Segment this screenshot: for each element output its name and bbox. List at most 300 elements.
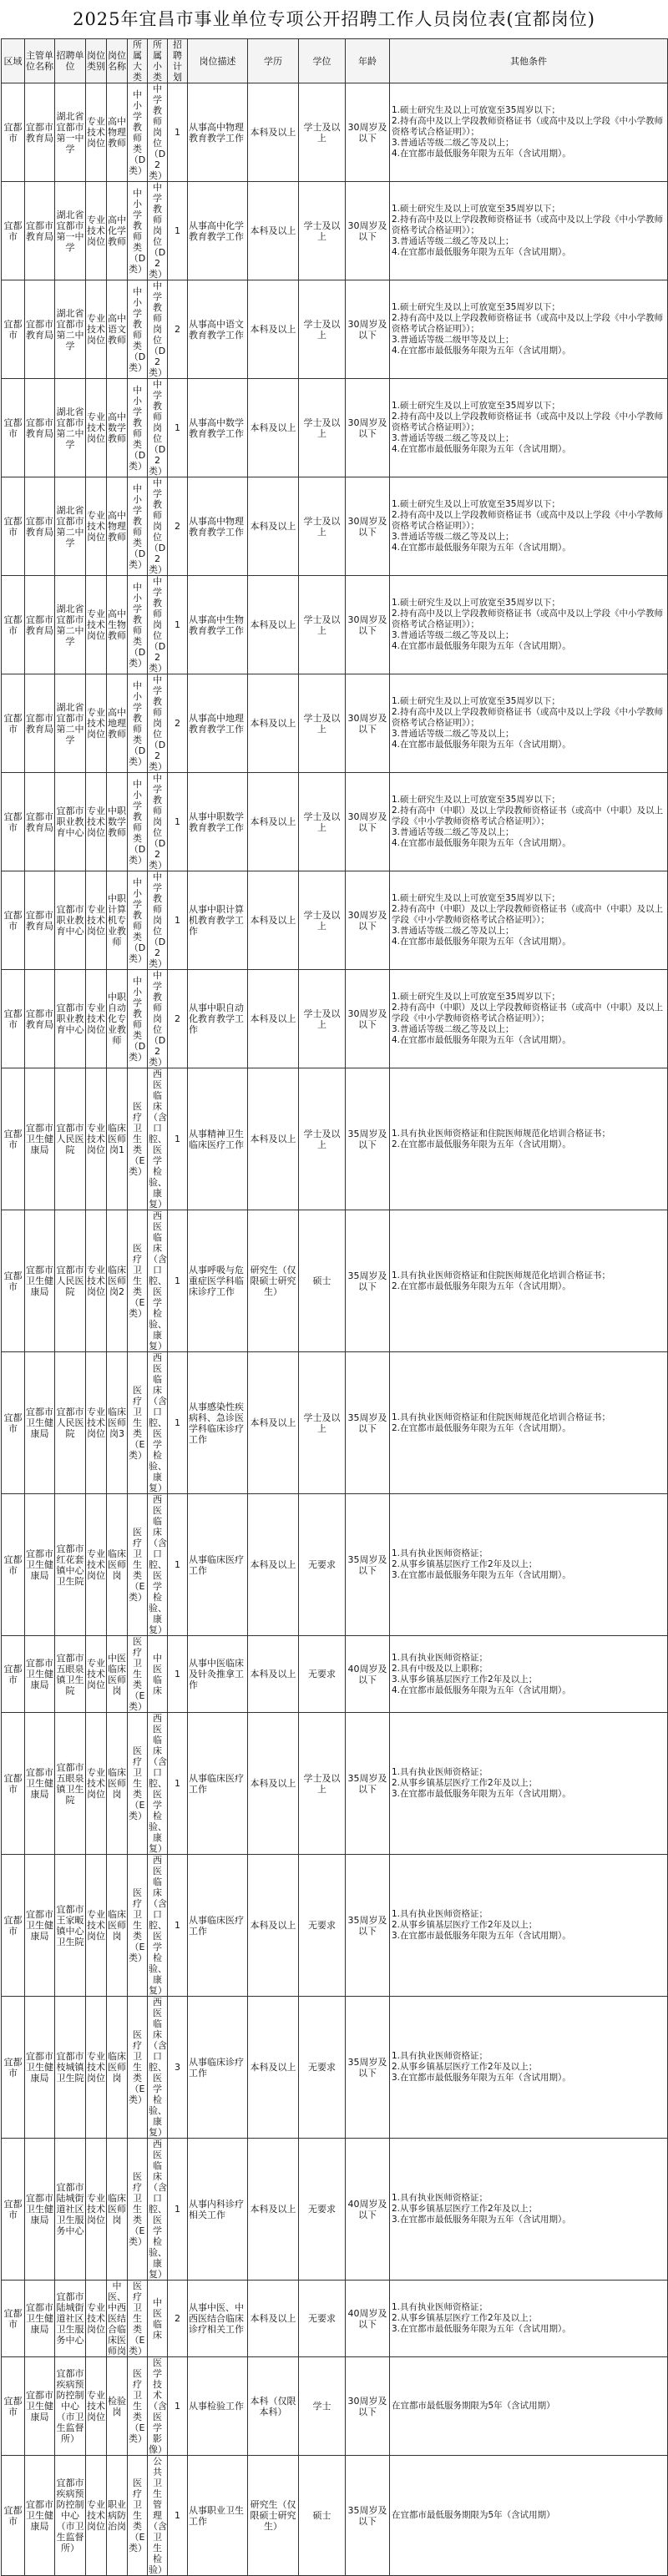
- region-cell: 宜都市: [2, 576, 25, 674]
- minor-class-cell: 中学教师岗位（D2类）: [149, 970, 167, 1068]
- requirements-cell: 1.硕士研究生及以上可放宽至35周岁以下； 2.持有高中及以上学段教师资格证书（或高中及以上学段《中小学教师资格考试合格证明》）； 3.普通话等级二级乙等及以上； 4.在宜都市最低服务年限为五年（含试用期）。: [390, 182, 668, 280]
- column-header: 岗位类别: [86, 39, 107, 83]
- requirements-cell: 1.具有执业医师资格证和住院医师规范化培训合格证书； 2.在宜都市最低服务年限为五年（含试用期）。: [390, 1068, 668, 1210]
- major-class-cell: 医疗卫生类（E类）: [128, 1713, 148, 1855]
- education-cell: 本科及以上: [248, 871, 299, 970]
- age-cell: 40周岁及以下: [346, 2139, 390, 2281]
- age-cell: 35周岁及以下: [346, 1494, 390, 1636]
- plan-cell: 1: [168, 1855, 188, 1997]
- unit-cell: 宜都市职业教育中心: [55, 773, 86, 871]
- plan-cell: 1: [168, 1494, 188, 1636]
- position-name-cell: 中医、中西医结合临床医师岗: [108, 2281, 126, 2356]
- minor-class-cell: 西医临床（含口腔、医学检验、康复）: [149, 1210, 167, 1351]
- age-cell: 35周岁及以下: [346, 1855, 390, 1997]
- description-cell: 从事临床医疗工作: [188, 1855, 248, 1997]
- requirements-cell: 1.硕士研究生及以上可放宽至35周岁以下； 2.持有高中（中职）及以上学段教师资格证书（或高中（中职）及以上学段《中小学教师资格考试合格证明》）； 3.普通话等级二级乙等及以上； 4.在宜都市最低服务年限为五年（含试用期）。: [390, 970, 668, 1068]
- age-cell: 40周岁及以下: [346, 2281, 390, 2357]
- table-row: [2, 1636, 668, 1713]
- description-cell: 从事高中生物教育教学工作: [188, 576, 248, 674]
- plan-cell: 1: [168, 379, 188, 477]
- major-class-cell: 中小学教师类（D类）: [128, 182, 148, 280]
- category-cell: 专业技术岗位: [86, 674, 107, 773]
- category-cell: 专业技术岗位: [86, 2456, 107, 2576]
- dept-cell: 宜都市卫生健康局: [25, 1855, 55, 1997]
- description-cell: 从事临床诊疗工作: [188, 1997, 248, 2139]
- major-class-cell: 医疗卫生类（E类）: [128, 1494, 148, 1636]
- dept-cell: 宜都市教育局: [25, 871, 55, 970]
- table-row: [2, 1210, 668, 1352]
- minor-class-cell: 西医临床（含口腔、医学检验、康复）: [149, 1855, 167, 1996]
- dept-cell: 宜都市教育局: [25, 182, 55, 280]
- education-cell: 本科及以上: [248, 1068, 299, 1210]
- education-cell: 本科及以上: [248, 182, 299, 280]
- degree-cell: 学士及以上: [299, 1713, 346, 1855]
- category-cell: 专业技术岗位: [86, 379, 107, 477]
- plan-cell: 1: [168, 2139, 188, 2281]
- plan-cell: 1: [168, 773, 188, 871]
- position-name-cell: 临床医师岗: [107, 2139, 128, 2281]
- region-cell: 宜都市: [2, 1352, 25, 1494]
- minor-class-cell: 中学教师岗位（D2类）: [149, 477, 167, 575]
- unit-cell: 宜都市人民医院: [55, 1068, 86, 1210]
- table-body: [2, 83, 668, 2576]
- education-cell: 本科及以上: [248, 1636, 299, 1713]
- region-cell: 宜都市: [2, 477, 25, 576]
- category-cell: 专业技术岗位: [86, 1352, 107, 1494]
- minor-class-cell: 公共卫生管理（含卫生检验）: [149, 2456, 167, 2575]
- dept-cell: 宜都市卫生健康局: [25, 1210, 55, 1352]
- major-class-cell: 医疗卫生类（E类）: [129, 1636, 147, 1712]
- table-row: [2, 674, 668, 773]
- education-cell: 本科及以上: [248, 280, 299, 379]
- region-cell: 宜都市: [2, 1068, 25, 1210]
- major-class-cell: 医疗卫生类（E类）: [128, 2139, 148, 2281]
- table-row: [2, 576, 668, 674]
- minor-class-cell: 中学教师岗位（D2类）: [149, 280, 167, 378]
- dept-cell: 宜都市卫生健康局: [25, 1713, 55, 1855]
- requirements-cell: 1.具有执业医师资格证和住院医师规范化培训合格证书； 2.在宜都市最低服务年限为五年（含试用期）。: [390, 1210, 668, 1352]
- dept-cell: 宜都市教育局: [25, 83, 55, 182]
- unit-cell: 湖北省宜都市第一中学: [55, 182, 86, 280]
- education-cell: 本科及以上: [248, 674, 299, 773]
- unit-cell: 宜都市职业教育中心: [55, 970, 86, 1068]
- education-cell: 研究生（仅限硕士研究生）: [248, 2456, 299, 2576]
- region-cell: 宜都市: [2, 379, 25, 477]
- degree-cell: 硕士: [299, 1210, 346, 1352]
- degree-cell: 学士及以上: [299, 379, 346, 477]
- age-cell: 30周岁及以下: [346, 970, 390, 1068]
- age-cell: 30周岁及以下: [346, 379, 390, 477]
- position-name-cell: 高中物理教师: [107, 477, 128, 576]
- minor-class-cell: 西医临床（含口腔、医学检验、康复）: [149, 1713, 167, 1854]
- region-cell: 宜都市: [2, 2456, 25, 2576]
- unit-cell: 宜都市疾病预防控制中心（市卫生监督所）: [55, 2456, 86, 2576]
- unit-cell: 宜都市五眼泉镇卫生院: [55, 1713, 86, 1855]
- degree-cell: 学士及以上: [299, 1068, 346, 1210]
- region-cell: 宜都市: [2, 1210, 25, 1352]
- column-header: 年龄: [346, 39, 390, 83]
- table-row: [2, 83, 668, 182]
- degree-cell: 学士及以上: [299, 970, 346, 1068]
- age-cell: 30周岁及以下: [346, 871, 390, 970]
- education-cell: 本科及以上: [248, 379, 299, 477]
- description-cell: 从事感染性疾病科、急诊医学科临床诊疗工作: [188, 1352, 248, 1494]
- category-cell: 专业技术岗位: [86, 280, 107, 379]
- requirements-cell: 1.硕士研究生及以上可放宽至35周岁以下； 2.持有高中及以上学段教师资格证书（或高中及以上学段《中小学教师资格考试合格证明》）； 3.普通话等级二级甲等及以上； 4.在宜都市最低服务年限为五年（含试用期）。: [390, 280, 668, 379]
- major-class-cell: 中小学教师类（D类）: [128, 379, 148, 477]
- minor-class-cell: 西医临床（含口腔、医学检验、康复）: [149, 1997, 167, 2138]
- plan-cell: 2: [168, 970, 188, 1068]
- plan-cell: 2: [168, 477, 188, 576]
- age-cell: 35周岁及以下: [346, 1210, 390, 1352]
- unit-cell: 宜都市王家畈镇中心卫生院: [55, 1855, 86, 1997]
- age-cell: 30周岁及以下: [346, 576, 390, 674]
- unit-cell: 湖北省宜都市第二中学: [55, 477, 86, 576]
- dept-cell: 宜都市卫生健康局: [25, 2456, 55, 2576]
- table-row: [2, 1068, 668, 1210]
- major-class-cell: 医疗卫生类（E类）: [128, 1210, 148, 1352]
- major-class-cell: 医疗卫生类（E类）: [129, 2281, 147, 2356]
- table-row: [2, 970, 668, 1068]
- plan-cell: 1: [168, 576, 188, 674]
- unit-cell: 宜都市五眼泉镇卫生院: [55, 1636, 86, 1713]
- table-header-row: [2, 39, 668, 83]
- unit-cell: 宜都市疾病预防控制中心（市卫生监督所）: [55, 2357, 86, 2456]
- column-header: 学位: [299, 39, 346, 83]
- category-cell: 专业技术岗位: [86, 2281, 107, 2357]
- description-cell: 从事中医临床及针灸推拿工作: [188, 1636, 248, 1713]
- dept-cell: 宜都市教育局: [25, 477, 55, 576]
- dept-cell: 宜都市教育局: [25, 379, 55, 477]
- major-class-cell: 中小学教师类（D类）: [128, 970, 148, 1068]
- degree-cell: 无要求: [299, 2281, 346, 2357]
- table-row: [2, 280, 668, 379]
- minor-class-cell: 中学教师岗位（D2类）: [149, 871, 167, 969]
- unit-cell: 宜都市枝城镇卫生院: [55, 1997, 86, 2139]
- dept-cell: 宜都市卫生健康局: [25, 1352, 55, 1494]
- degree-cell: 学士及以上: [299, 83, 346, 182]
- degree-cell: 学士及以上: [299, 674, 346, 773]
- region-cell: 宜都市: [2, 1997, 25, 2139]
- requirements-cell: 1.具有执业医师资格证； 2.从事乡镇基层医疗工作2年及以上； 3.在宜都市最低服务年限为五年（含试用期）。: [390, 2139, 668, 2281]
- degree-cell: 学士: [299, 2357, 346, 2456]
- unit-cell: 湖北省宜都市第二中学: [55, 576, 86, 674]
- column-header: 招聘计划: [168, 39, 188, 83]
- plan-cell: 1: [168, 1713, 188, 1855]
- dept-cell: 宜都市教育局: [25, 773, 55, 871]
- description-cell: 从事临床医疗工作: [188, 1713, 248, 1855]
- category-cell: 专业技术岗位: [86, 1855, 107, 1997]
- age-cell: 30周岁及以下: [346, 2357, 390, 2456]
- unit-cell: 湖北省宜都市第二中学: [55, 379, 86, 477]
- region-cell: 宜都市: [2, 2139, 25, 2281]
- plan-cell: 3: [168, 1997, 188, 2139]
- degree-cell: 无要求: [299, 1636, 346, 1713]
- position-name-cell: 临床医师岗3: [107, 1352, 128, 1494]
- age-cell: 35周岁及以下: [346, 1068, 390, 1210]
- requirements-cell: 1.硕士研究生及以上可放宽至35周岁以下； 2.持有高中（中职）及以上学段教师资格证书（或高中（中职）及以上学段《中小学教师资格考试合格证明》）； 3.普通话等级二级乙等及以上； 4.在宜都市最低服务年限为五年（含试用期）。: [390, 773, 668, 871]
- education-cell: 本科及以上: [248, 1997, 299, 2139]
- degree-cell: 学士及以上: [299, 182, 346, 280]
- minor-class-cell: 西医临床（含口腔、医学检验、康复）: [149, 1352, 167, 1493]
- major-class-cell: 医疗卫生类（E类）: [128, 2357, 148, 2456]
- table-row: [2, 2456, 668, 2576]
- category-cell: 专业技术岗位: [86, 477, 107, 576]
- minor-class-cell: 中医临床: [148, 2281, 168, 2357]
- plan-cell: 1: [168, 1210, 188, 1352]
- dept-cell: 宜都市卫生健康局: [25, 2139, 55, 2281]
- education-cell: 本科及以上: [248, 576, 299, 674]
- age-cell: 30周岁及以下: [346, 773, 390, 871]
- table-row: [2, 1352, 668, 1494]
- major-class-cell: 医疗卫生类（E类）: [128, 1352, 148, 1494]
- minor-class-cell: 医学技术（含医学影像）: [149, 2357, 167, 2455]
- dept-cell: 宜都市教育局: [25, 576, 55, 674]
- requirements-cell: 1.具有执业医师资格证； 2.具有中级及以上职称； 3.从事乡镇基层医疗工作2年及以上； 4.在宜都市最低服务年限为五年（含试用期）。: [390, 1636, 668, 1713]
- degree-cell: 学士及以上: [299, 1352, 346, 1494]
- region-cell: 宜都市: [2, 83, 25, 182]
- plan-cell: 1: [168, 1636, 188, 1713]
- column-header: 所属大类: [128, 39, 148, 83]
- position-name-cell: 临床医师岗: [107, 1855, 128, 1997]
- table-row: [2, 1713, 668, 1855]
- column-header: 岗位名称: [107, 39, 128, 83]
- unit-cell: 湖北省宜都市第二中学: [55, 280, 86, 379]
- position-name-cell: 职业病防治岗: [107, 2456, 128, 2576]
- position-name-cell: 检验岗: [107, 2357, 128, 2456]
- major-class-cell: 中小学教师类（D类）: [128, 773, 148, 871]
- region-cell: 宜都市: [2, 773, 25, 871]
- position-name-cell: 中医临床医师岗: [107, 1636, 128, 1713]
- education-cell: 本科及以上: [248, 1352, 299, 1494]
- description-cell: 从事中医、中西医结合临床诊疗相关工作: [188, 2281, 248, 2357]
- position-name-cell: 临床医师岗: [107, 1713, 128, 1855]
- description-cell: 从事临床医疗工作: [188, 1494, 248, 1636]
- category-cell: 专业技术岗位: [86, 182, 107, 280]
- unit-cell: 湖北省宜都市第一中学: [55, 83, 86, 182]
- region-cell: 宜都市: [2, 2281, 25, 2357]
- requirements-cell: 1.硕士研究生及以上可放宽至35周岁以下； 2.持有高中及以上学段教师资格证书（或高中及以上学段《中小学教师资格考试合格证明》）； 3.普通话等级二级乙等及以上； 4.在宜都市最低服务年限为五年（含试用期）。: [390, 477, 668, 576]
- unit-cell: 宜都市红花套镇中心卫生院: [55, 1494, 86, 1636]
- region-cell: 宜都市: [2, 1636, 25, 1713]
- requirements-cell: 1.具有执业医师资格证； 2.从事乡镇基层医疗工作2年及以上； 3.在宜都市最低服务年限为五年（含试用期）。: [390, 2281, 668, 2357]
- description-cell: 从事内科诊疗相关工作: [188, 2139, 248, 2281]
- major-class-cell: 医疗卫生类（E类）: [128, 1997, 148, 2139]
- minor-class-cell: 中学教师岗位（D2类）: [149, 83, 167, 181]
- region-cell: 宜都市: [2, 182, 25, 280]
- region-cell: 宜都市: [2, 280, 25, 379]
- plan-cell: 2: [168, 2281, 188, 2357]
- requirements-cell: 1.硕士研究生及以上可放宽至35周岁以下； 2.持有高中及以上学段教师资格证书（或高中及以上学段《中小学教师资格考试合格证明》）； 3.普通话等级二级乙等及以上； 4.在宜都市最低服务年限为五年（含试用期）。: [390, 576, 668, 674]
- description-cell: 从事中职自动化教育教学工作: [188, 970, 248, 1068]
- position-name-cell: 中职自动化专业教师: [107, 970, 128, 1068]
- education-cell: 本科及以上: [248, 83, 299, 182]
- description-cell: 从事高中语文教育教学工作: [188, 280, 248, 379]
- column-header: 区域: [2, 39, 25, 83]
- plan-cell: 1: [168, 871, 188, 970]
- major-class-cell: 医疗卫生类（E类）: [128, 1855, 148, 1997]
- requirements-cell: 在宜都市最低服务期限为5年（含试用期）: [390, 2357, 668, 2456]
- page-title: 2025年宜昌市事业单位专项公开招聘工作人员岗位表(宜都岗位): [73, 9, 595, 29]
- requirements-cell: 1.硕士研究生及以上可放宽至35周岁以下； 2.持有高中及以上学段教师资格证书（或高中及以上学段《中小学教师资格考试合格证明》）； 3.普通话等级二级乙等及以上； 4.在宜都市最低服务年限为五年（含试用期）。: [390, 379, 668, 477]
- region-cell: 宜都市: [2, 1494, 25, 1636]
- unit-cell: 宜都市陆城街道社区卫生服务中心: [55, 2281, 86, 2357]
- category-cell: 专业技术岗位: [86, 83, 107, 182]
- age-cell: 30周岁及以下: [346, 182, 390, 280]
- table-row: [2, 379, 668, 477]
- minor-class-cell: 中学教师岗位（D2类）: [149, 182, 167, 280]
- education-cell: 本科及以上: [248, 1855, 299, 1997]
- position-name-cell: 中职计算机专业教师: [107, 871, 128, 970]
- category-cell: 专业技术岗位: [86, 1494, 107, 1636]
- minor-class-cell: 中学教师岗位（D2类）: [149, 576, 167, 674]
- position-name-cell: 高中数学教师: [107, 379, 128, 477]
- education-cell: 本科及以上: [248, 2139, 299, 2281]
- category-cell: 专业技术岗位: [86, 1636, 107, 1713]
- plan-cell: 1: [168, 1068, 188, 1210]
- region-cell: 宜都市: [2, 1713, 25, 1855]
- minor-class-cell: 中学教师岗位（D2类）: [149, 773, 167, 871]
- degree-cell: 无要求: [299, 2139, 346, 2281]
- degree-cell: 学士及以上: [299, 773, 346, 871]
- plan-cell: 1: [168, 2357, 188, 2456]
- minor-class-cell: 中学教师岗位（D2类）: [149, 379, 167, 477]
- age-cell: 35周岁及以下: [346, 1352, 390, 1494]
- plan-cell: 1: [168, 2456, 188, 2576]
- degree-cell: 学士及以上: [299, 280, 346, 379]
- minor-class-cell: 西医临床（含口腔、医学检验、康复）: [149, 2139, 167, 2280]
- requirements-cell: 1.硕士研究生及以上可放宽至35周岁以下； 2.持有高中及以上学段教师资格证书（或高中及以上学段《中小学教师资格考试合格证明》）； 3.普通话等级二级乙等及以上； 4.在宜都市最低服务年限为五年（含试用期）。: [390, 83, 668, 182]
- education-cell: 本科及以上: [248, 1494, 299, 1636]
- column-header: 所属小类: [148, 39, 168, 83]
- table-row: [2, 773, 668, 871]
- table-row: [2, 2281, 668, 2357]
- column-header: 其他条件: [390, 39, 668, 83]
- degree-cell: 学士及以上: [299, 576, 346, 674]
- category-cell: 专业技术岗位: [86, 1068, 107, 1210]
- table-row: [2, 1494, 668, 1636]
- age-cell: 40周岁及以下: [346, 1636, 390, 1713]
- table-row: [2, 871, 668, 970]
- unit-cell: 宜都市人民医院: [55, 1352, 86, 1494]
- position-name-cell: 高中语文教师: [107, 280, 128, 379]
- major-class-cell: 中小学教师类（D类）: [128, 674, 148, 773]
- education-cell: 本科及以上: [248, 1713, 299, 1855]
- column-header: 学历: [248, 39, 299, 83]
- description-cell: 从事职业卫生工作: [188, 2456, 248, 2576]
- degree-cell: 无要求: [299, 1494, 346, 1636]
- category-cell: 专业技术岗位: [86, 871, 107, 970]
- age-cell: 30周岁及以下: [346, 280, 390, 379]
- plan-cell: 1: [168, 182, 188, 280]
- description-cell: 从事高中化学教育教学工作: [188, 182, 248, 280]
- region-cell: 宜都市: [2, 2357, 25, 2456]
- age-cell: 35周岁及以下: [346, 1997, 390, 2139]
- table-row: [2, 1997, 668, 2139]
- requirements-cell: 1.具有执业医师资格证和住院医师规范化培训合格证书； 2.在宜都市最低服务年限为五年（含试用期）。: [390, 1352, 668, 1494]
- position-name-cell: 临床医师岗2: [107, 1210, 128, 1352]
- minor-class-cell: 中医临床: [148, 1636, 168, 1713]
- description-cell: 从事高中地理教育教学工作: [188, 674, 248, 773]
- dept-cell: 宜都市卫生健康局: [25, 2281, 55, 2357]
- description-cell: 从事中职数学教育教学工作: [188, 773, 248, 871]
- table-row: [2, 2357, 668, 2456]
- dept-cell: 宜都市卫生健康局: [25, 1997, 55, 2139]
- dept-cell: 宜都市教育局: [25, 970, 55, 1068]
- category-cell: 专业技术岗位: [86, 576, 107, 674]
- position-name-cell: 临床医师岗: [107, 1997, 128, 2139]
- description-cell: 从事精神卫生临床医疗工作: [188, 1068, 248, 1210]
- region-cell: 宜都市: [2, 871, 25, 970]
- degree-cell: 学士及以上: [299, 871, 346, 970]
- requirements-cell: 1.具有执业医师资格证； 2.从事乡镇基层医疗工作2年及以上； 3.在宜都市最低服务年限为五年（含试用期）。: [390, 1855, 668, 1997]
- region-cell: 宜都市: [2, 1855, 25, 1997]
- position-name-cell: 高中物理教师: [107, 83, 128, 182]
- education-cell: 本科及以上: [248, 970, 299, 1068]
- description-cell: 从事检验工作: [188, 2357, 248, 2456]
- age-cell: 30周岁及以下: [346, 477, 390, 576]
- category-cell: 专业技术岗位: [86, 970, 107, 1068]
- unit-cell: 宜都市职业教育中心: [55, 871, 86, 970]
- description-cell: 从事高中物理教育教学工作: [188, 83, 248, 182]
- position-name-cell: 中职数学教师: [107, 773, 128, 871]
- education-cell: 本科及以上: [248, 2281, 299, 2357]
- description-cell: 从事中职计算机教育教学工作: [188, 871, 248, 970]
- job-table: [1, 38, 668, 2576]
- table-row: [2, 477, 668, 576]
- major-class-cell: 中小学教师类（D类）: [128, 83, 148, 182]
- degree-cell: 无要求: [299, 1997, 346, 2139]
- dept-cell: 宜都市教育局: [25, 674, 55, 773]
- unit-cell: 宜都市陆城街道社区卫生服务中心: [55, 2139, 86, 2281]
- plan-cell: 2: [168, 674, 188, 773]
- description-cell: 从事高中数学教育教学工作: [188, 379, 248, 477]
- table-row: [2, 182, 668, 280]
- dept-cell: 宜都市卫生健康局: [25, 2357, 55, 2456]
- category-cell: 专业技术岗位: [86, 1713, 107, 1855]
- degree-cell: 学士及以上: [299, 477, 346, 576]
- category-cell: 专业技术岗位: [86, 1210, 107, 1352]
- category-cell: 专业技术岗位: [86, 2357, 107, 2456]
- category-cell: 专业技术岗位: [86, 773, 107, 871]
- region-cell: 宜都市: [2, 970, 25, 1068]
- requirements-cell: 在宜都市最低服务期限为5年（含试用期）: [390, 2456, 668, 2576]
- education-cell: 本科及以上: [248, 477, 299, 576]
- major-class-cell: 医疗卫生类（E类）: [128, 2456, 148, 2576]
- education-cell: 本科（仅限本科）: [248, 2357, 299, 2456]
- category-cell: 专业技术岗位: [86, 1997, 107, 2139]
- requirements-cell: 1.硕士研究生及以上可放宽至35周岁以下； 2.持有高中及以上学段教师资格证书（或高中及以上学段《中小学教师资格考试合格证明》）； 3.普通话等级二级乙等及以上； 4.在宜都市最低服务年限为五年（含试用期）。: [390, 674, 668, 773]
- dept-cell: 宜都市卫生健康局: [25, 1636, 55, 1713]
- dept-cell: 宜都市卫生健康局: [25, 1494, 55, 1636]
- position-name-cell: 高中生物教师: [107, 576, 128, 674]
- column-header: 招聘单位: [55, 39, 86, 83]
- requirements-cell: 1.具有执业医师资格证； 2.从事乡镇基层医疗工作2年及以上； 3.在宜都市最低服务年限为五年（含试用期）。: [390, 1713, 668, 1855]
- degree-cell: 硕士: [299, 2456, 346, 2576]
- major-class-cell: 中小学教师类（D类）: [128, 576, 148, 674]
- column-header: 岗位描述: [188, 39, 248, 83]
- minor-class-cell: 中学教师岗位（D2类）: [149, 674, 167, 772]
- position-name-cell: 临床医师岗: [107, 1494, 128, 1636]
- age-cell: 35周岁及以下: [346, 1713, 390, 1855]
- degree-cell: 无要求: [299, 1855, 346, 1997]
- description-cell: 从事呼吸与危重症医学科临床诊疗工作: [188, 1210, 248, 1352]
- minor-class-cell: 西医临床（含口腔、医学检验、康复）: [149, 1494, 167, 1635]
- description-cell: 从事高中物理教育教学工作: [188, 477, 248, 576]
- minor-class-cell: 西医临床（含口腔、医学检验、康复）: [149, 1068, 167, 1210]
- unit-cell: 宜都市人民医院: [55, 1210, 86, 1352]
- major-class-cell: 医疗卫生类（E类）: [128, 1068, 148, 1210]
